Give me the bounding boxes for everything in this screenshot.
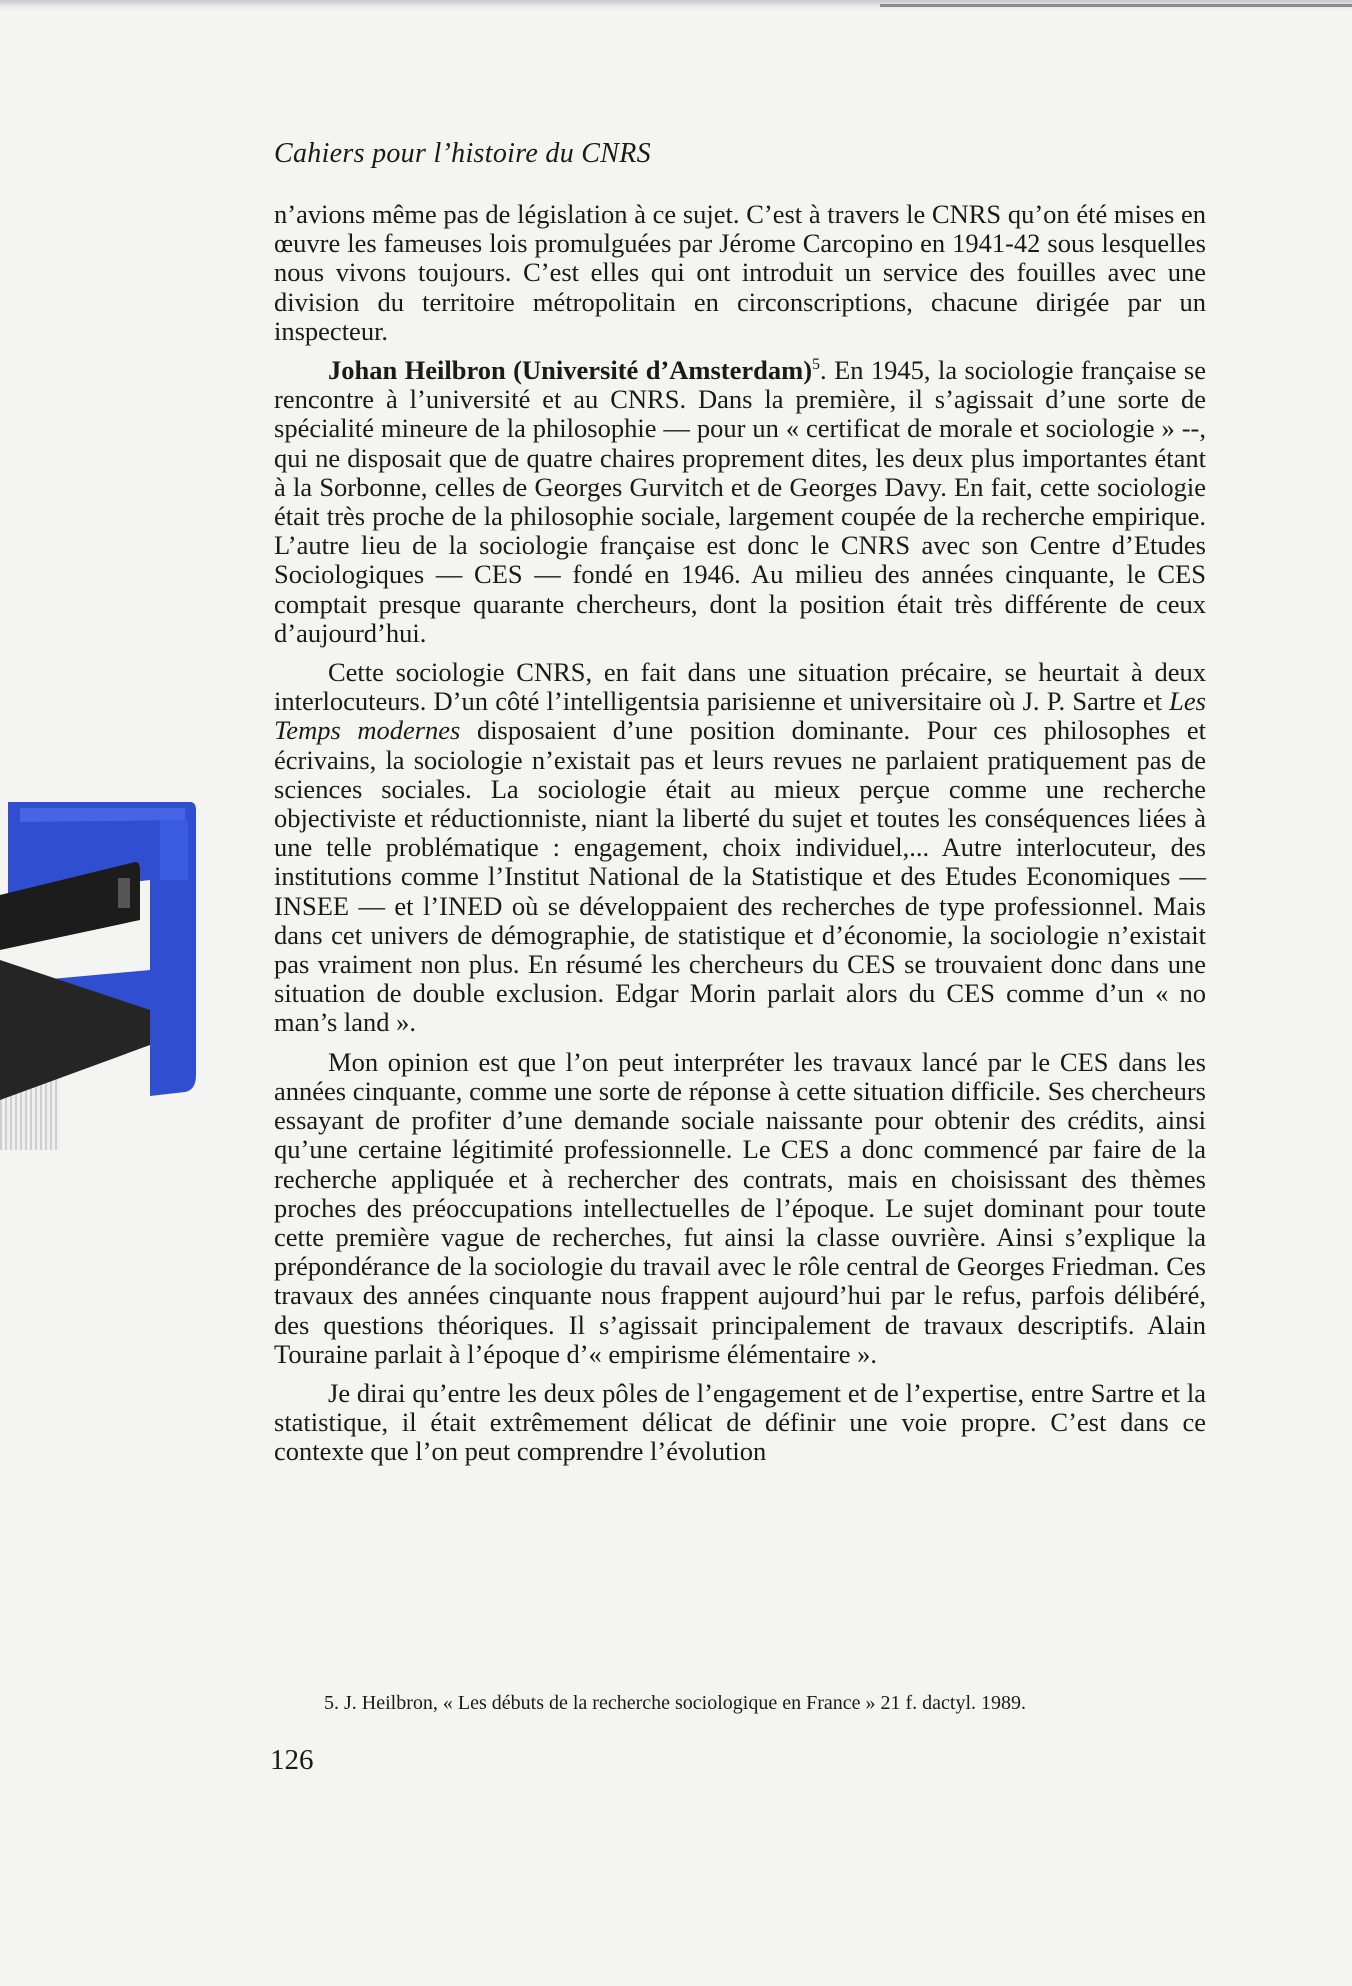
paragraph-3 bbox=[274, 658, 1206, 1038]
paragraph-2 bbox=[274, 356, 1206, 648]
binder-clip-highlight bbox=[20, 808, 185, 822]
speaker-name: Johan Heilbron (Université d’Amsterdam) bbox=[328, 355, 813, 386]
footnote-ref: 5 bbox=[812, 356, 821, 374]
paragraph-4: Mon opinion est que l’on peut interpréter les travaux lancé par le CES dans les années cinquante, comme une sorte de réponse à cette situation difficile. Ses chercheurs essayant de profiter d’une demande sociale naissante pour obtenir des crédits, ainsi qu’une certaine légitimité professionnelle. Le CES a donc commencé par faire de la recherche appliquée et à rechercher des contrats, mais en choisissant des thèmes proches des préoccupations intellectuelles de l’époque. Le sujet dominant pour toute cette première vague de recherches, fut ainsi la classe ouvrière. Ainsi s’explique la prépondérance de la sociologie du travail avec le rôle central de Georges Friedman. Ces travaux des années cinquante nous frappent aujourd’hui par le refus, parfois délibéré, des questions théoriques. Il s’agissait principalement de travaux descriptifs. Alain Touraine parlait à l’époque d’« empirisme élémentaire ». bbox=[274, 1046, 1206, 1369]
footnote: 5. J. Heilbron, « Les débuts de la recherche sociologique en France » 21 f. dactyl. 1989. bbox=[324, 1692, 1027, 1714]
binder-clip-rivet bbox=[118, 878, 130, 908]
page-number: 126 bbox=[270, 1744, 314, 1776]
paragraph-2-text: . En 1945, la sociologie française se rencontre à l’université et au CNRS. Dans la première, il s’agissait d’une sorte de spécialité mineure de la philosophie — pour un « certificat de morale et sociologie » --, qui ne disposait que de quatre chaires proprement dites, les deux plus importantes étant à la Sorbonne, celles de Georges Gurvitch et de Georges Davy. En fait, cette sociologie était très proche de la philosophie sociale, largement coupée de la recherche empirique. L’autre lieu de la sociologie française est donc le CNRS avec son Centre d’Etudes Sociologiques — CES — fondé en 1946. Au milieu des années cinquante, le CES comptait presque quarante chercheurs, dont la position était très différente de ceux d’aujourd’hui. bbox=[274, 355, 1206, 648]
running-head: Cahiers pour l’histoire du CNRS bbox=[274, 138, 651, 169]
body-text bbox=[274, 200, 1206, 1477]
paragraph-5: Je dirai qu’entre les deux pôles de l’engagement et de l’expertise, entre Sartre et la statistique, il était extrêmement délicat de définir une voie propre. C’est dans ce contexte que l’on peut comprendre l’évolution bbox=[274, 1377, 1206, 1467]
paragraph-3-text-before: Cette sociologie CNRS, en fait dans une situation précaire, se heurtait à deux interlocuteurs. D’un côté l’intelligentsia parisienne et universitaire où J. P. Sartre et bbox=[274, 657, 1206, 717]
work-title: Les Temps modernes bbox=[274, 686, 1206, 746]
binder-clip bbox=[0, 800, 200, 1100]
binder-clip-blue-tab bbox=[160, 820, 188, 880]
paragraph-3-text-after: disposaient d’une position dominante. Pour ces philosophes et écrivains, la sociologie n’existait pas et leurs revues ne parlaient pratiquement pas de sciences sociales. La sociologie était au mieux perçue comme une recherche objectiviste et réductionniste, niant la liberté du sujet et toutes les conséquences liées à une telle problématique : engagement, choix individuel,... Autre interlocuteur, des institutions comme l’Institut National de la Statistique et des Etudes Economiques — INSEE — et l’INED où se développaient des recherches de type professionnel. Mais dans cet univers de démographie, de statistique et d’économie, la sociologie n’existait pas vraiment non plus. En résumé les chercheurs du CES se trouvaient donc dans une situation de double exclusion. Edgar Morin parlait alors du CES comme d’un « no man’s land ». bbox=[274, 715, 1206, 1038]
paragraph-1: n’avions même pas de législation à ce sujet. C’est à travers le CNRS qu’on été mises en œuvre les fameuses lois promulguées par Jérome Carcopino en 1941-42 sous lesquelles nous vivons toujours. C’est elles qui ont introduit un service des fouilles avec une division du territoire métropolitain en circonscriptions, chacune dirigée par un inspecteur. bbox=[274, 199, 1206, 346]
